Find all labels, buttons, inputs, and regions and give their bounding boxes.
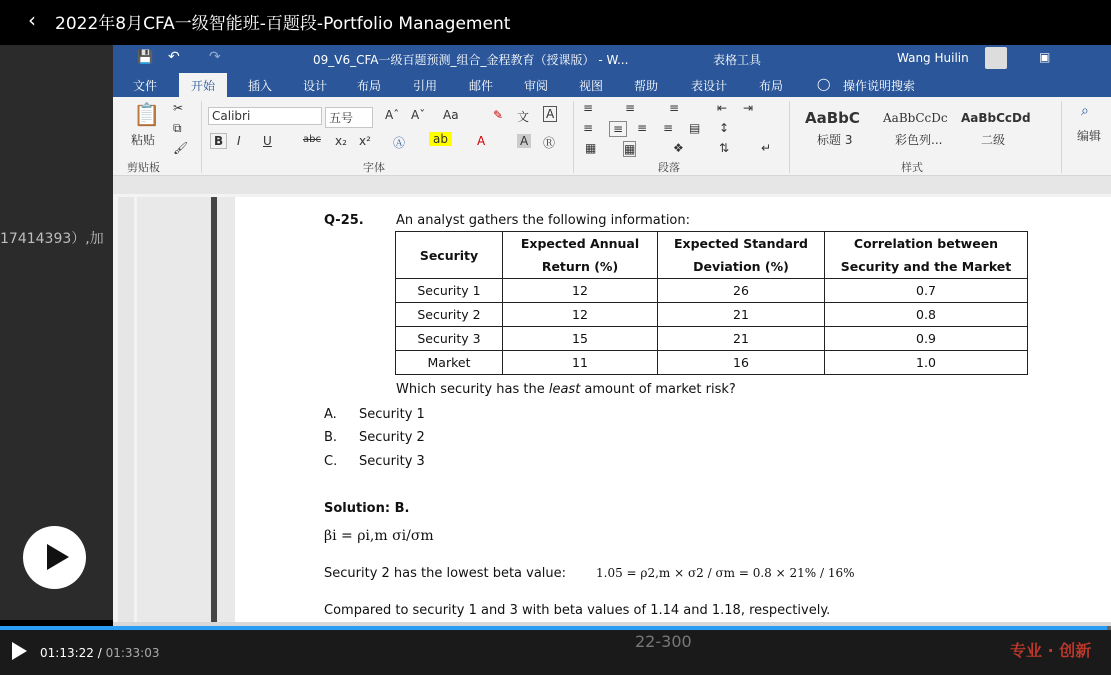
page-border — [211, 197, 217, 622]
shading-icon[interactable]: ▦ — [585, 141, 597, 155]
increase-indent-icon[interactable]: ⇥ — [743, 101, 754, 115]
grow-font-icon[interactable]: Aˆ — [385, 108, 400, 122]
table-row — [396, 351, 1028, 375]
table-header: Correlation between Security and the Market — [825, 232, 1028, 279]
strikethrough-button[interactable]: abc — [303, 134, 321, 145]
tell-me-search[interactable]: 操作说明搜索 — [843, 79, 916, 93]
table-cell: Security 2 — [396, 303, 503, 327]
ribbon-divider — [1061, 101, 1062, 173]
brand-watermark: 专业 · 创新 — [1010, 641, 1092, 660]
change-case-icon[interactable]: Aa — [443, 108, 459, 122]
table-row — [396, 303, 1028, 327]
style-name-heading3[interactable]: 标题 3 — [817, 133, 853, 147]
table-cell: 1.0 — [825, 351, 1028, 375]
superscript-button[interactable]: x² — [359, 134, 371, 148]
table-tools-label: 表格工具 — [713, 53, 762, 67]
highlight-icon[interactable]: ab — [429, 132, 452, 146]
table-cell: Security 1 — [396, 279, 503, 303]
tab-layout[interactable]: 布局 — [357, 79, 382, 93]
align-right-icon[interactable]: ≡ — [637, 121, 648, 135]
cut-icon[interactable]: ✂ — [173, 101, 184, 115]
tab-help[interactable]: 帮助 — [634, 79, 659, 93]
shrink-font-icon[interactable]: Aˇ — [411, 108, 426, 122]
style-name-level2[interactable]: 二级 — [981, 133, 1006, 147]
numbering-icon[interactable]: ≡ — [625, 101, 636, 115]
save-icon[interactable]: 💾 — [137, 50, 154, 65]
lightbulb-icon: ◯ — [817, 77, 831, 91]
show-marks-icon[interactable]: ↵ — [761, 141, 772, 155]
video-title: 2022年8月CFA一级智能班-百题段-Portfolio Management — [55, 14, 511, 34]
play-overlay-button[interactable] — [23, 526, 86, 589]
group-styles: 样式 — [901, 161, 923, 174]
clear-format-icon[interactable]: ✎ — [493, 108, 504, 122]
justify-icon[interactable]: ≡ — [663, 121, 674, 135]
find-icon[interactable]: ⌕ — [1081, 103, 1089, 119]
font-color-icon[interactable]: A — [477, 134, 486, 148]
table-cell: 15 — [503, 327, 658, 351]
table-cell: Market — [396, 351, 503, 375]
avatar[interactable] — [985, 47, 1007, 69]
lowest-beta-text: Security 2 has the lowest beta value: — [324, 566, 567, 581]
tab-view[interactable]: 视图 — [579, 79, 604, 93]
ribbon — [113, 97, 1111, 176]
current-time: 01:13:22 — [40, 646, 94, 660]
tab-review[interactable]: 审阅 — [524, 79, 549, 93]
table-cell: 12 — [503, 279, 658, 303]
multilevel-list-icon[interactable]: ≡ — [669, 101, 680, 115]
option-text: Security 3 — [359, 454, 425, 469]
group-font: 字体 — [363, 161, 385, 174]
align-center-icon[interactable]: ≡ — [609, 121, 627, 137]
table-cell: 26 — [658, 279, 825, 303]
table-header: Security — [396, 232, 503, 279]
sort-icon[interactable]: ⇅ — [719, 141, 730, 155]
style-preview-level2[interactable]: AaBbCcDd — [961, 111, 1031, 125]
table-cell: 0.8 — [825, 303, 1028, 327]
video-top-bar — [0, 0, 1111, 45]
solution-label: Solution: B. — [324, 501, 410, 516]
underline-button[interactable]: U — [263, 134, 272, 148]
option-letter: B. — [324, 430, 338, 445]
beta-formula: βi = ρi,m σi/σm — [324, 528, 434, 544]
chat-fragment: 17414393）,加 — [0, 231, 104, 247]
style-preview-colorful[interactable]: AaBbCcDc — [883, 111, 948, 125]
table-cell: 0.7 — [825, 279, 1028, 303]
tab-design[interactable]: 设计 — [303, 79, 328, 93]
paste-icon[interactable]: 📋 — [133, 103, 161, 128]
group-paragraph: 段落 — [658, 161, 680, 174]
paste-label[interactable]: 粘贴 — [131, 133, 156, 147]
font-size-select[interactable]: 五号 — [325, 107, 373, 128]
tab-table-layout[interactable]: 布局 — [759, 79, 784, 93]
font-name-select[interactable]: Calibri — [208, 107, 322, 125]
ribbon-divider — [789, 101, 790, 173]
table-cell: 21 — [658, 303, 825, 327]
char-shading-icon[interactable]: A — [517, 134, 531, 148]
char-border-icon[interactable]: A — [543, 106, 557, 122]
table-row — [396, 279, 1028, 303]
page-indicator: 22-300 — [635, 632, 692, 651]
subscript-button[interactable]: x₂ — [335, 134, 347, 148]
decrease-indent-icon[interactable]: ⇤ — [717, 101, 728, 115]
option-letter: C. — [324, 454, 338, 469]
user-name: Wang Huilin — [897, 51, 969, 65]
undo-icon[interactable]: ↶ — [168, 49, 180, 65]
tab-home[interactable]: 开始 — [179, 73, 227, 98]
group-clipboard: 剪贴板 — [127, 161, 160, 174]
enclose-char-icon[interactable]: Ⓡ — [543, 136, 556, 150]
table-cell: 12 — [503, 303, 658, 327]
style-preview-heading3[interactable]: AaBbC — [805, 109, 860, 127]
bold-button[interactable]: B — [210, 133, 227, 149]
table-cell: 0.9 — [825, 327, 1028, 351]
phonetic-icon[interactable]: 文 — [517, 110, 530, 124]
bullets-icon[interactable]: ≡ — [583, 101, 594, 115]
word-title-bar — [113, 45, 1111, 71]
comparison-text: Compared to security 1 and 3 with beta values of 1.14 and 1.18, respectively. — [324, 603, 831, 618]
text-effects-icon[interactable]: Ⓐ — [393, 136, 406, 150]
asian-layout-icon[interactable]: ❖ — [673, 141, 684, 155]
table-row — [396, 327, 1028, 351]
copy-icon[interactable]: ⧉ — [173, 121, 182, 135]
ribbon-tabs — [113, 71, 1111, 97]
tab-table-design[interactable]: 表设计 — [691, 79, 728, 93]
redo-icon[interactable]: ↷ — [209, 49, 221, 65]
ribbon-display-icon[interactable]: ▣ — [1039, 50, 1051, 64]
tab-references[interactable]: 引用 — [413, 79, 438, 93]
borders-icon[interactable]: ▦ — [624, 142, 636, 156]
back-chevron-icon[interactable]: ‹ — [28, 8, 36, 32]
tab-mailings[interactable]: 邮件 — [469, 79, 494, 93]
question-text — [396, 382, 736, 397]
play-icon[interactable] — [12, 642, 27, 660]
option-text: Security 1 — [359, 407, 425, 422]
ribbon-divider — [201, 101, 202, 173]
question-text-pre: Which security has the — [396, 382, 549, 397]
question-text-post: amount of market risk? — [580, 382, 736, 397]
tab-insert[interactable]: 插入 — [248, 79, 273, 93]
style-name-colorful[interactable]: 彩色列... — [895, 133, 943, 147]
lowest-beta-formula: 1.05 = ρ2,m × σ2 / σm = 0.8 × 21% / 16% — [596, 566, 855, 580]
table-header: Expected Annual Return (%) — [503, 232, 658, 279]
video-controls — [0, 630, 1111, 675]
option-letter: A. — [324, 407, 337, 422]
edit-label[interactable]: 编辑 — [1077, 129, 1102, 143]
table-cell: 11 — [503, 351, 658, 375]
security-table — [395, 231, 1028, 375]
question-number: Q-25. — [324, 213, 364, 228]
option-text: Security 2 — [359, 430, 425, 445]
question-prompt: An analyst gathers the following information: — [396, 213, 690, 228]
table-cell: Security 3 — [396, 327, 503, 351]
format-painter-icon[interactable]: 🖌 — [173, 141, 189, 155]
table-cell: 21 — [658, 327, 825, 351]
vertical-ruler[interactable] — [118, 197, 134, 622]
horizontal-ruler[interactable] — [113, 176, 1111, 194]
table-header-row — [396, 232, 1028, 279]
table-header: Expected Standard Deviation (%) — [658, 232, 825, 279]
tab-file[interactable]: 文件 — [133, 79, 158, 93]
question-text-emphasis: least — [548, 382, 581, 397]
distributed-icon[interactable]: ▤ — [689, 121, 701, 135]
ribbon-divider — [573, 101, 574, 173]
time-display: 01:13:22 / 01:33:03 — [40, 646, 160, 660]
line-spacing-icon[interactable]: ↕ — [719, 121, 730, 135]
total-time: 01:33:03 — [105, 646, 160, 660]
align-left-icon[interactable]: ≡ — [583, 121, 594, 135]
italic-button[interactable]: I — [237, 134, 241, 148]
table-cell: 16 — [658, 351, 825, 375]
document-title: 09_V6_CFA一级百题预测_组合_金程教育（授课版） - W... — [313, 53, 629, 67]
